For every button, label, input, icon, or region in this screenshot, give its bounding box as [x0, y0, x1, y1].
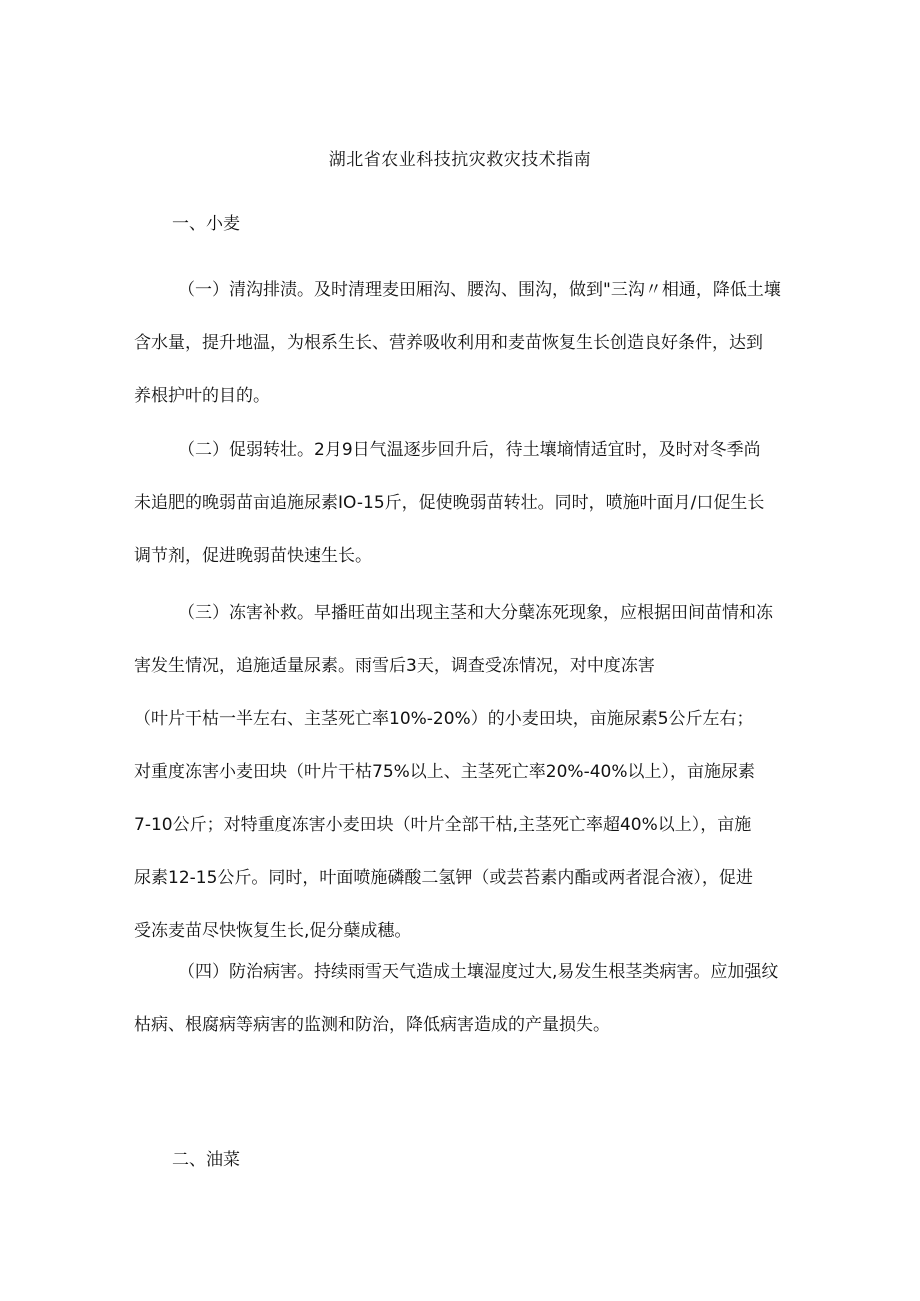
paragraph-disease-control	[134, 946, 786, 1052]
paragraph-line: 害发生情况，追施适量尿素。雨雪后3天，调查受冻情况，对中度冻害	[134, 656, 655, 676]
paragraph-drainage	[134, 264, 786, 423]
document-title: 湖北省农业科技抗灾救灾技术指南	[328, 150, 592, 170]
paragraph-line: （四）防治病害。持续雨雪天气造成土壤湿度过大,易发生根茎类病害。应加强纹	[178, 962, 779, 982]
paragraph-line: 未追肥的晚弱苗亩追施尿素IO-15斤，促使晚弱苗转壮。同时，喷施叶面月/口促生长	[134, 493, 765, 513]
paragraph-line: 枯病、根腐病等病害的监测和防治，降低病害造成的产量损失。	[134, 1015, 610, 1035]
paragraph-line: （二）促弱转壮。2月9日气温逐步回升后，待土壤墒情适宜时，及时对冬季尚	[178, 440, 761, 460]
paragraph-line: 含水量，提升地温，为根系生长、营养吸收利用和麦苗恢复生长创造良好条件，达到	[134, 333, 763, 353]
paragraph-line: 受冻麦苗尽快恢复生长,促分蘖成穗。	[134, 921, 412, 941]
paragraph-line: 尿素12-15公斤。同时，叶面喷施磷酸二氢钾（或芸苔素内酯或两者混合液），促进	[134, 868, 753, 888]
paragraph-line: 对重度冻害小麦田块（叶片干枯75%以上、主茎死亡率20%-40%以上），亩施尿素	[134, 762, 755, 782]
section-heading-rapeseed: 二、油菜	[172, 1150, 240, 1170]
section-heading-wheat: 一、小麦	[172, 214, 240, 234]
paragraph-line: 养根护叶的目的。	[134, 386, 270, 406]
paragraph-line: （三）冻害补救。早播旺苗如出现主茎和大分蘖冻死现象，应根据田间苗情和冻	[178, 603, 773, 623]
paragraph-line: 调节剂，促进晚弱苗快速生长。	[134, 546, 372, 566]
paragraph-strengthen-weak-seedlings	[134, 424, 786, 583]
paragraph-line: 7-10公斤；对特重度冻害小麦田块（叶片全部干枯,主茎死亡率超40%以上），亩施	[134, 815, 752, 835]
paragraph-line: （一）清沟排渍。及时清理麦田厢沟、腰沟、围沟，做到"三沟〃相通，降低土壤	[178, 280, 781, 300]
paragraph-frost-damage-remedy	[134, 587, 786, 958]
paragraph-line: （叶片干枯一半左右、主茎死亡率10%-20%）的小麦田块，亩施尿素5公斤左右；	[134, 709, 754, 729]
